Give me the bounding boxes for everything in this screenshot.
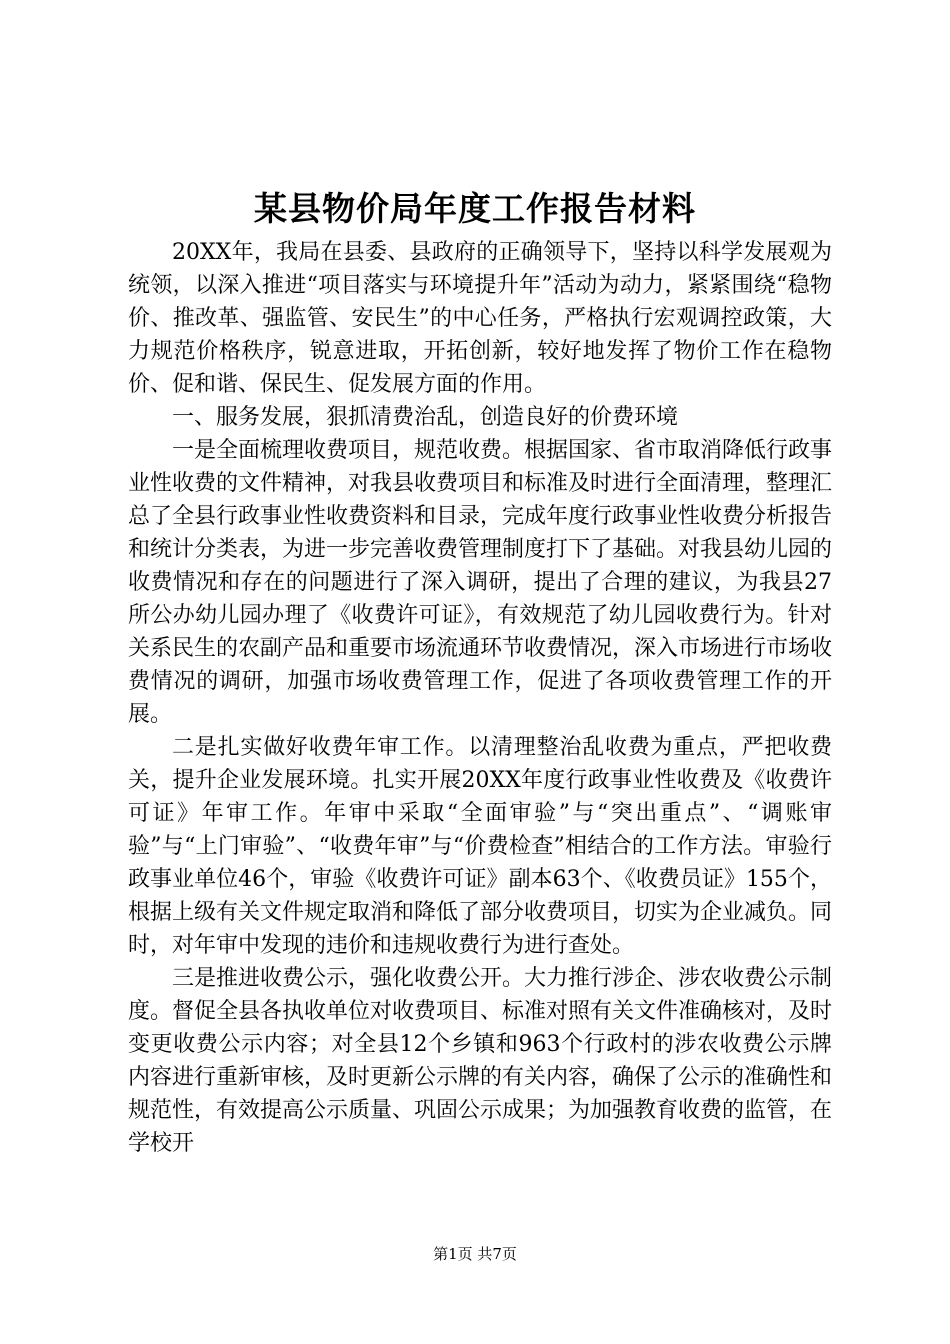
document-title: 某县物价局年度工作报告材料 [254, 189, 696, 228]
document-body [128, 236, 832, 1160]
page-number-footer: 第1页 共7页 [433, 1245, 517, 1263]
section-heading-1: 一、服务发展，狠抓清费治乱，创造良好的价费环境 [172, 405, 679, 430]
paragraph-point-1: 一是全面梳理收费项目，规范收费。根据国家、省市取消降低行政事业性收费的文件精神，对我县收费项目和标准及时进行全面清理，整理汇总了全县行政事业性收费资料和目录，完成年度行政事业性收费分析报告和统计分类表，为进一步完善收费管理制度打下了基础。对我县幼儿园的收费情况和存在的问题进行了深入调研，提出了合理的建议，为我县27所公办幼儿园办理了《收费许可证》，有效规范了幼儿园收费行为。针对关系民生的农副产品和重要市场流通环节收费情况，深入市场进行市场收费情况的调研，加强市场收费管理工作，促进了各项收费管理工作的开展。 [128, 438, 833, 727]
paragraph-intro: 20XX年，我局在县委、县政府的正确领导下，坚持以科学发展观为统领，以深入推进“项目落实与环境提升年”活动为动力，紧紧围绕“稳物价、推改革、强监管、安民生”的中心任务，严格执行宏观调控政策，大力规范价格秩序，锐意进取，开拓创新，较好地发挥了物价工作在稳物价、促和谐、保民生、促发展方面的作用。 [128, 240, 832, 397]
paragraph-point-2: 二是扎实做好收费年审工作。以清理整治乱收费为重点，严把收费关，提升企业发展环境。扎实开展20XX年度行政事业性收费及《收费许可证》年审工作。年审中采取“全面审验”与“突出重点”、“调账审验”与“上门审验”、“收费年审”与“价费检查”相结合的工作方法。审验行政事业单位46个，审验《收费许可证》副本63个、《收费员证》155个，根据上级有关文件规定取消和降低了部分收费项目，切实为企业减负。同时，对年审中发现的违价和违规收费行为进行查处。 [128, 735, 833, 958]
paragraph-point-3: 三是推进收费公示，强化收费公开。大力推行涉企、涉农收费公示制度。督促全县各执收单位对收费项目、标准对照有关文件准确核对，及时变更收费公示内容；对全县12个乡镇和963个行政村的涉农收费公示牌内容进行重新审核，及时更新公示牌的有关内容，确保了公示的准确性和规范性，有效提高公示质量、巩固公示成果；为加强教育收费的监管，在学校开 [128, 966, 833, 1156]
